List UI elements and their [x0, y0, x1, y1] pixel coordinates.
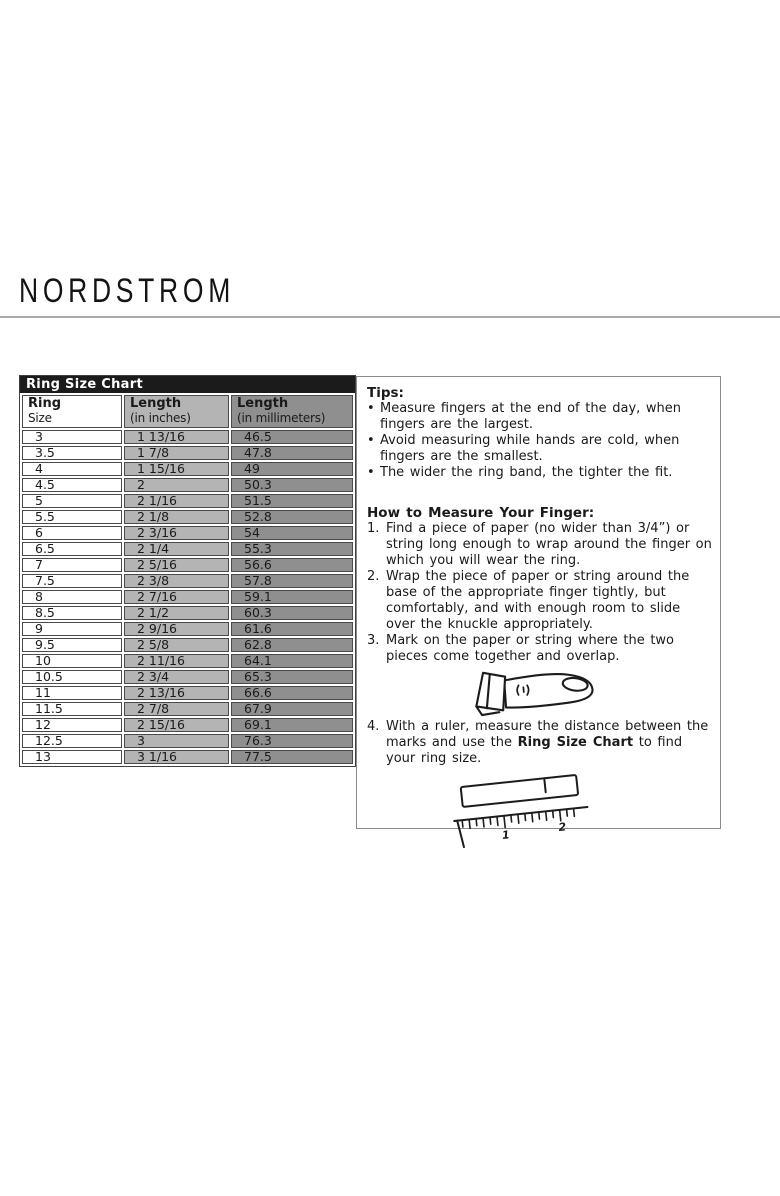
table-row: [22, 750, 353, 764]
ring-size-cell: 7: [22, 558, 122, 572]
length-inches-cell: 2 11/16: [124, 654, 229, 668]
column-header-length-mm: [231, 395, 353, 428]
length-mm-cell: 57.8: [231, 574, 353, 588]
column-header-text: Length: [237, 396, 289, 411]
size-table-body: [22, 430, 353, 764]
ring-size-cell: 12: [22, 718, 122, 732]
length-inches-cell: 2 7/16: [124, 590, 229, 604]
ring-size-cell: 11.5: [22, 702, 122, 716]
tip-text: The wider the ring band, the tighter the fit.: [380, 465, 673, 480]
bullet-marker: •: [367, 433, 375, 448]
tips-panel: [356, 376, 721, 843]
length-mm-cell: 65.3: [231, 670, 353, 684]
length-inches-cell: 2 3/4: [124, 670, 229, 684]
table-row: [22, 478, 353, 492]
length-mm-cell: 46.5: [231, 430, 353, 444]
step-text: Wrap the piece of paper or string around the base of the appropriate finger tightly, but comfortably, and with enough room to slide over the knuckle appropriately.: [386, 569, 690, 632]
table-row: [22, 558, 353, 572]
length-mm-cell: 69.1: [231, 718, 353, 732]
table-header-row: [22, 395, 353, 428]
ring-size-cell: 8.5: [22, 606, 122, 620]
length-mm-cell: 60.3: [231, 606, 353, 620]
length-mm-cell: 47.8: [231, 446, 353, 460]
length-inches-cell: 1 7/8: [124, 446, 229, 460]
step-number: 2.: [367, 569, 380, 584]
length-inches-cell: 2 1/8: [124, 510, 229, 524]
howto-step: [367, 633, 712, 665]
table-row: [22, 446, 353, 460]
paper-strip: [461, 775, 578, 807]
tip-text: Avoid measuring while hands are cold, when fingers are the smallest.: [380, 433, 680, 464]
table-row: [22, 430, 353, 444]
length-mm-cell: 55.3: [231, 542, 353, 556]
table-row: [22, 526, 353, 540]
ring-size-cell: 3.5: [22, 446, 122, 460]
step-text-post: to find your ring size.: [386, 735, 683, 766]
length-mm-cell: 50.3: [231, 478, 353, 492]
length-inches-cell: 2 15/16: [124, 718, 229, 732]
ring-size-chart: [19, 375, 356, 767]
length-inches-cell: 2 13/16: [124, 686, 229, 700]
table-row: [22, 574, 353, 588]
table-row: [22, 622, 353, 636]
howto-heading: How to Measure Your Finger:: [367, 505, 595, 521]
howto-step: [367, 521, 712, 569]
table-row: [22, 542, 353, 556]
table-row: [22, 510, 353, 524]
column-header-text: Length: [130, 396, 182, 411]
ring-size-table: [20, 393, 355, 766]
nordstrom-logo: NORDSTROM: [19, 272, 235, 310]
finger-illustration: [457, 669, 607, 717]
column-header-text: Ring: [28, 396, 62, 411]
length-mm-cell: 59.1: [231, 590, 353, 604]
table-row: [22, 590, 353, 604]
length-inches-cell: 2: [124, 478, 229, 492]
tip-item: [367, 465, 712, 481]
length-mm-cell: 49: [231, 462, 353, 476]
ring-size-cell: 3: [22, 430, 122, 444]
tips-heading: Tips:: [367, 385, 404, 401]
ring-size-cell: 4.5: [22, 478, 122, 492]
ruler-label-2: 2: [557, 820, 567, 835]
step-number: 3.: [367, 633, 380, 648]
length-inches-cell: 2 1/2: [124, 606, 229, 620]
bullet-marker: •: [367, 401, 375, 416]
step-number: 1.: [367, 521, 380, 536]
table-row: [22, 686, 353, 700]
step-text-pre: With a ruler, measure the distance between the marks and use the: [386, 719, 709, 750]
ring-size-cell: 8: [22, 590, 122, 604]
step-number: 4.: [367, 719, 380, 734]
tip-item: [367, 433, 712, 465]
length-mm-cell: 64.1: [231, 654, 353, 668]
length-inches-cell: 2 3/16: [124, 526, 229, 540]
ring-size-cell: 7.5: [22, 574, 122, 588]
length-mm-cell: 61.6: [231, 622, 353, 636]
howto-steps: [367, 521, 712, 665]
length-inches-cell: 2 5/16: [124, 558, 229, 572]
table-row: [22, 462, 353, 476]
ring-size-cell: 12.5: [22, 734, 122, 748]
column-header-subtext: (in millimeters): [237, 411, 326, 425]
paper-strip: [476, 673, 505, 710]
table-row: [22, 670, 353, 684]
length-inches-cell: 2 7/8: [124, 702, 229, 716]
length-inches-cell: 2 9/16: [124, 622, 229, 636]
howto-step-4: [367, 719, 712, 767]
length-mm-cell: 76.3: [231, 734, 353, 748]
length-mm-cell: 54: [231, 526, 353, 540]
ring-size-cell: 5: [22, 494, 122, 508]
column-header-subtext: (in inches): [130, 411, 191, 425]
length-mm-cell: 77.5: [231, 750, 353, 764]
length-mm-cell: 62.8: [231, 638, 353, 652]
table-row: [22, 718, 353, 732]
column-header-subtext: Size: [28, 411, 52, 425]
header-divider: [0, 316, 780, 318]
length-mm-cell: 66.6: [231, 686, 353, 700]
bullet-marker: •: [367, 465, 375, 480]
table-row: [22, 734, 353, 748]
ring-size-cell: 5.5: [22, 510, 122, 524]
table-row: [22, 638, 353, 652]
table-row: [22, 702, 353, 716]
table-row: [22, 606, 353, 620]
step-text-bold: Ring Size Chart: [517, 735, 634, 750]
length-inches-cell: 2 1/16: [124, 494, 229, 508]
step-text: Find a piece of paper (no wider than 3/4”) or string long enough to wrap around the finger on which you will wear the ring.: [386, 521, 712, 568]
table-row: [22, 654, 353, 668]
table-title: Ring Size Chart: [20, 376, 355, 393]
ruler-illustration: [449, 769, 591, 843]
ring-size-cell: 11: [22, 686, 122, 700]
ring-size-cell: 4: [22, 462, 122, 476]
table-row: [22, 494, 353, 508]
ring-size-cell: 6.5: [22, 542, 122, 556]
howto-step: [367, 569, 712, 633]
ring-size-cell: 9.5: [22, 638, 122, 652]
column-header-ring-size: [22, 395, 122, 428]
length-inches-cell: 1 13/16: [124, 430, 229, 444]
column-header-length-inches: [124, 395, 229, 428]
length-mm-cell: 52.8: [231, 510, 353, 524]
ring-size-cell: 10: [22, 654, 122, 668]
length-mm-cell: 51.5: [231, 494, 353, 508]
step-text: [386, 719, 712, 767]
tips-list: [367, 401, 712, 481]
length-mm-cell: 67.9: [231, 702, 353, 716]
ring-size-cell: 6: [22, 526, 122, 540]
length-inches-cell: 2 5/8: [124, 638, 229, 652]
step-text: Mark on the paper or string where the two pieces come together and overlap.: [386, 633, 675, 664]
tip-text: Measure fingers at the end of the day, when fingers are the largest.: [380, 401, 682, 432]
ring-size-cell: 9: [22, 622, 122, 636]
tip-item: [367, 401, 712, 433]
ring-size-cell: 13: [22, 750, 122, 764]
length-inches-cell: 3: [124, 734, 229, 748]
ring-size-cell: 10.5: [22, 670, 122, 684]
length-mm-cell: 56.6: [231, 558, 353, 572]
length-inches-cell: 2 1/4: [124, 542, 229, 556]
ruler-label-1: 1: [501, 828, 511, 843]
length-inches-cell: 2 3/8: [124, 574, 229, 588]
length-inches-cell: 1 15/16: [124, 462, 229, 476]
length-inches-cell: 3 1/16: [124, 750, 229, 764]
